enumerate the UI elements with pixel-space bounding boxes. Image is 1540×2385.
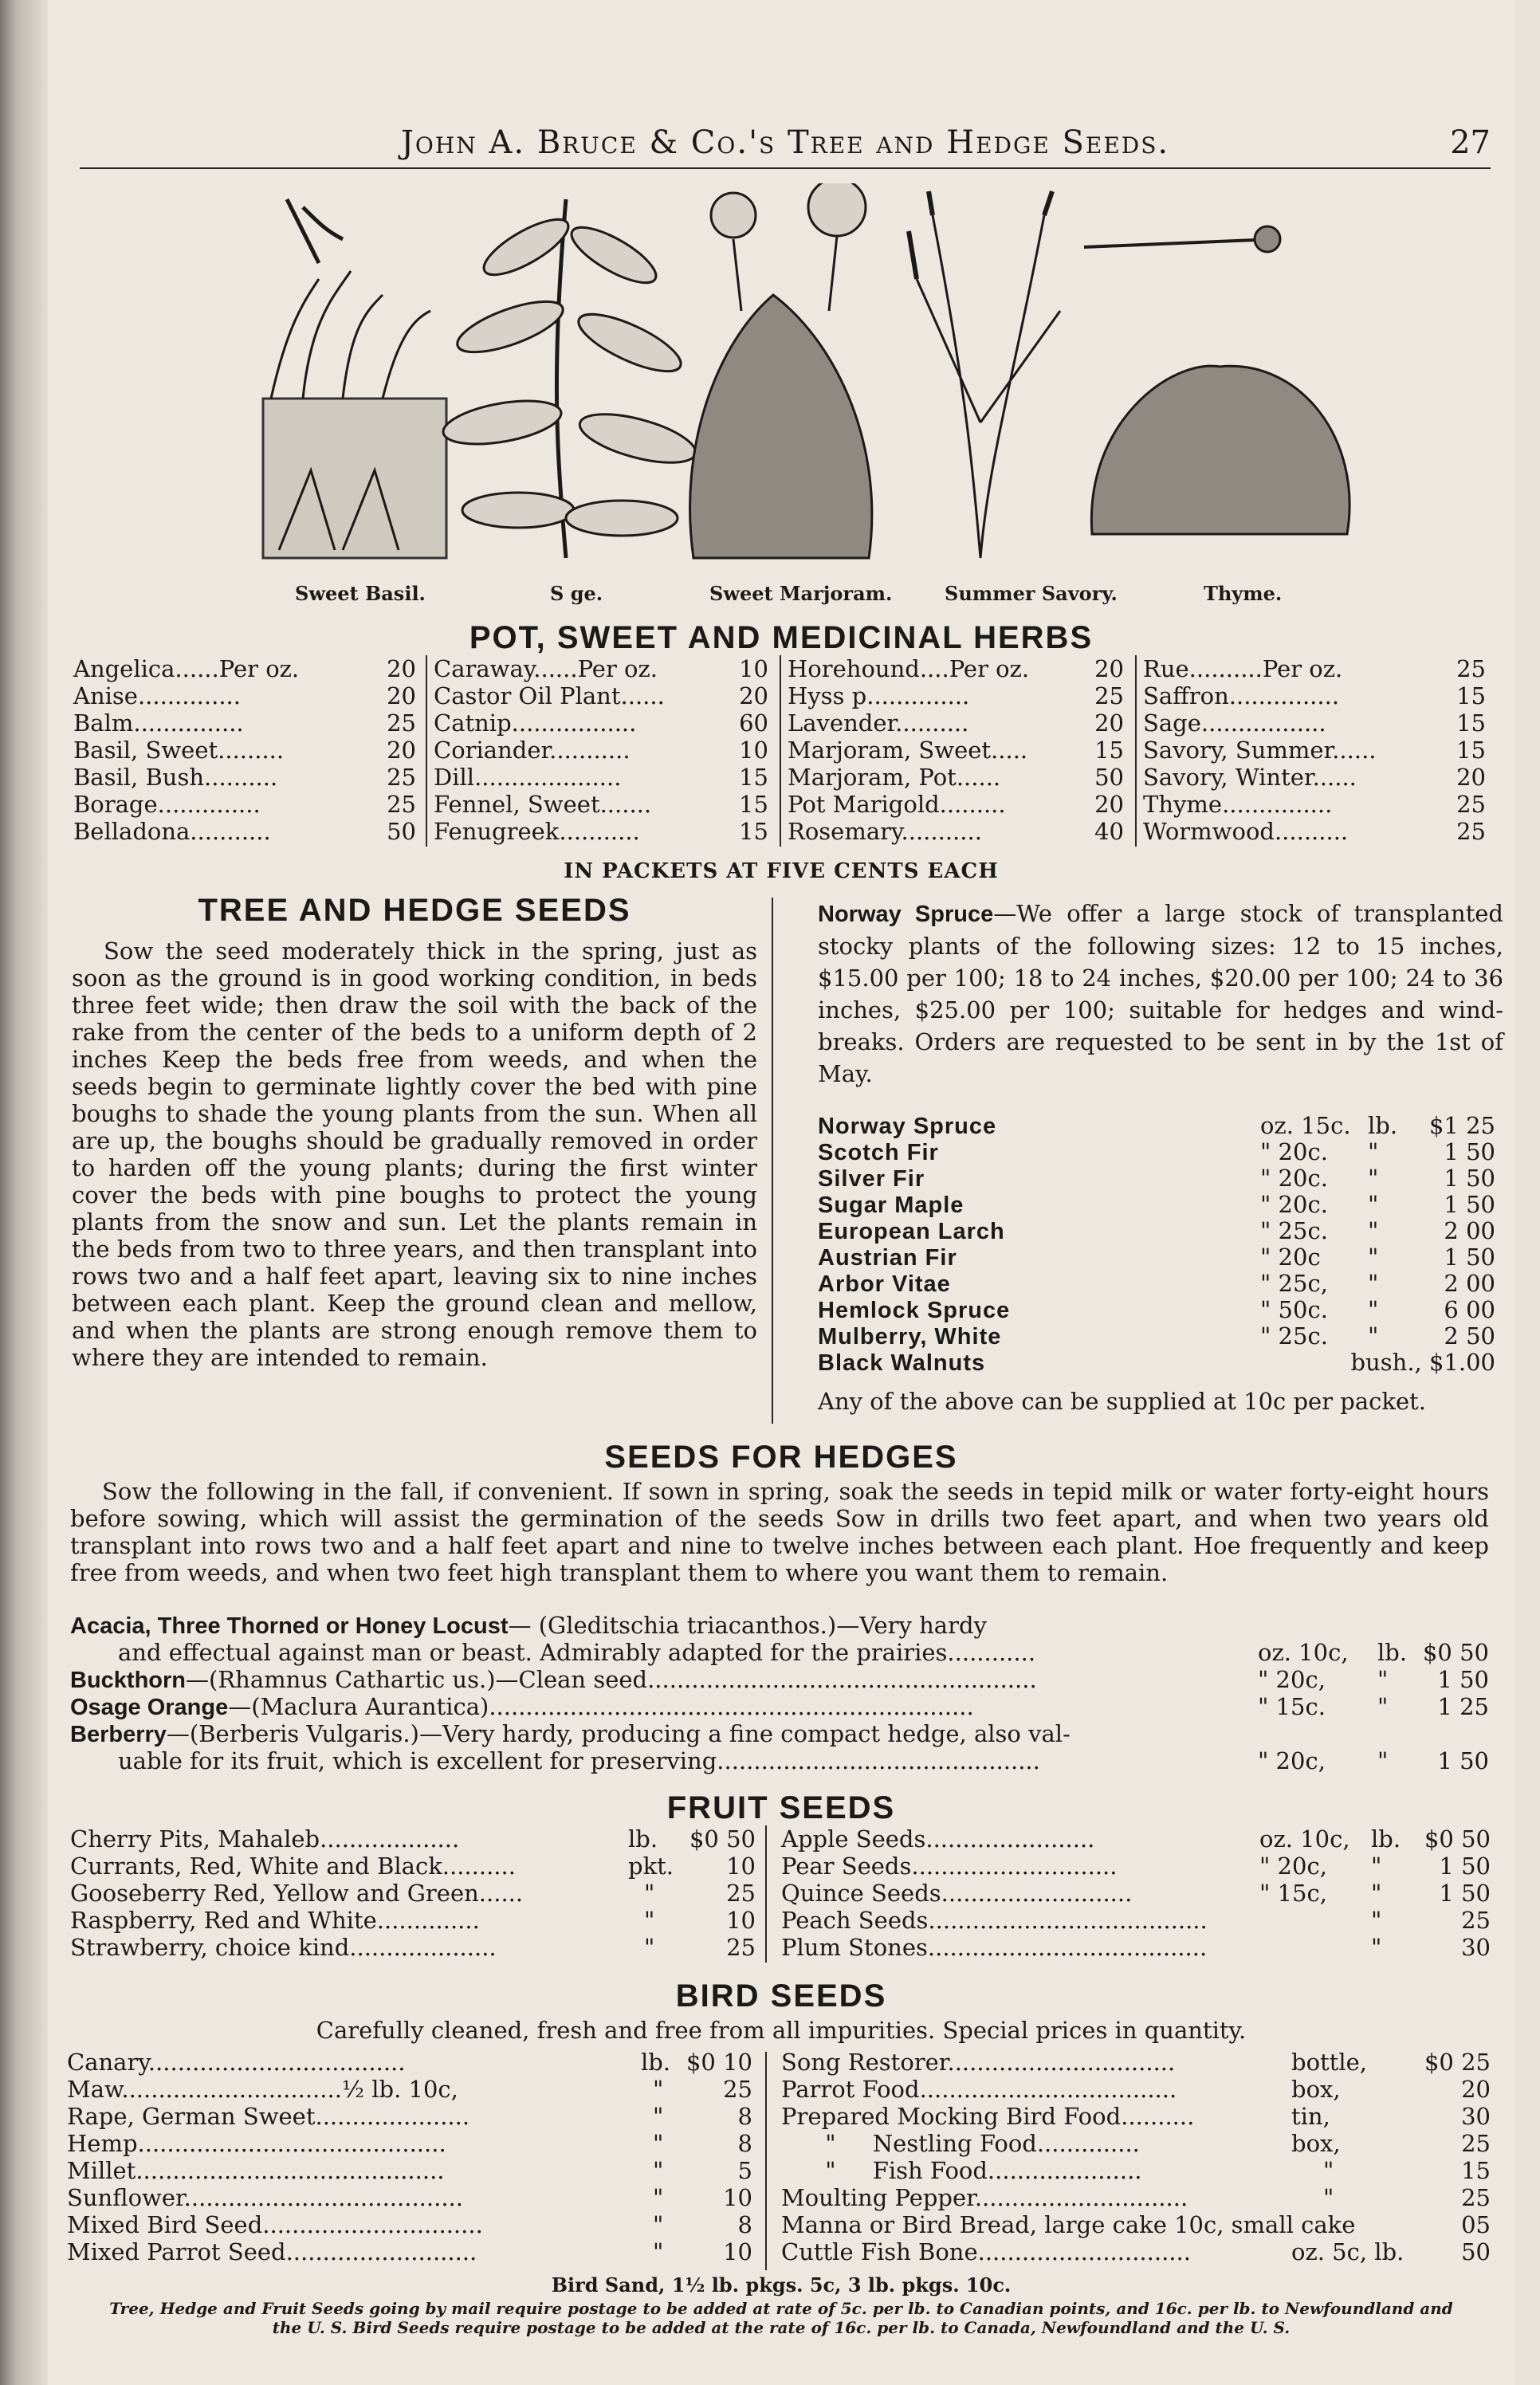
list-item: Savory, Summer...... 15 bbox=[1143, 737, 1486, 764]
caption-sweet-basil: Sweet Basil. bbox=[295, 582, 426, 605]
packet-note: Any of the above can be supplied at 10c per packet. bbox=[818, 1388, 1427, 1415]
list-item: Coriander........... 10 bbox=[434, 737, 768, 764]
list-item: Anise.............. 20 bbox=[73, 682, 416, 709]
list-item: Millet.......................................... " 5 bbox=[67, 2157, 752, 2184]
hedges-title: SEEDS FOR HEDGES bbox=[604, 1440, 958, 1475]
packets-note: IN PACKETS AT FIVE CENTS EACH bbox=[564, 859, 999, 883]
list-item: Balm............... 25 bbox=[73, 709, 416, 737]
herbs-price-list bbox=[73, 655, 1508, 855]
column-divider bbox=[765, 1825, 767, 1963]
list-item: Hemlock Spruce " 50c. " 6 00 bbox=[818, 1296, 1495, 1323]
page-number: 27 bbox=[1450, 124, 1491, 161]
column-divider bbox=[765, 2052, 767, 2270]
list-item: Wormwood.......... 25 bbox=[1143, 818, 1486, 845]
caption-sage: S ge. bbox=[550, 582, 603, 605]
list-item: Caraway......Per oz. 10 bbox=[434, 655, 768, 682]
list-item: Cherry Pits, Mahaleb................... lb. $0 50 bbox=[70, 1825, 756, 1853]
list-item: Strawberry, choice kind.................... " 25 bbox=[70, 1934, 756, 1961]
norway-spruce-body: —We offer a large stock of transplanted stocky plants of the following sizes: 12 to 15 inches, $15.00 per 100; 18 to 24 inches, $20.00 per 100; 24 to 36 inches, $25.00 per 100; suitable for hedges and wind-breaks. Orders are requested to be sent in by the 1st of May. bbox=[818, 900, 1504, 1087]
list-item: Catnip................. 60 bbox=[434, 709, 768, 737]
list-item: Basil, Sweet......... 20 bbox=[73, 737, 416, 764]
hedges-text: Sow the following in the fall, if convenient. If sown in spring, soak the seeds in tepid milk or water forty-eight hours before sowing, which will assist the germination of the seeds Sow in drills two feet apart, and when two years old transplant into rows two and a half feet apart and nine to twelve inches between each plant. Hoe frequently and keep free from weeds, and when two feet high transplant them to where you want them to remain. bbox=[70, 1478, 1489, 1586]
list-item: Quince Seeds.......................... " 15c, " 1 50 bbox=[781, 1880, 1491, 1907]
list-item: Marjoram, Sweet..... 15 bbox=[788, 737, 1124, 764]
bird-list-right bbox=[781, 2049, 1499, 2265]
list-item: Fenugreek........... 15 bbox=[434, 818, 768, 845]
list-item: Maw..............................½ lb. 10c, " 25 bbox=[67, 2076, 752, 2103]
list-item: Pot Marigold......... 20 bbox=[788, 791, 1124, 818]
tree-hedge-title: TREE AND HEDGE SEEDS bbox=[198, 893, 631, 928]
herb-illustration bbox=[215, 183, 1395, 566]
sweet-basil-drawing bbox=[263, 199, 446, 558]
caption-sweet-marjoram: Sweet Marjoram. bbox=[709, 582, 893, 605]
norway-spruce-text bbox=[818, 898, 1503, 1090]
list-item: Manna or Bird Bread, large cake 10c, small cake 05 bbox=[781, 2211, 1491, 2238]
list-item: Castor Oil Plant...... 20 bbox=[434, 682, 768, 709]
list-item: Currants, Red, White and Black.......... pkt. 10 bbox=[70, 1853, 756, 1880]
column-divider bbox=[1135, 655, 1137, 847]
list-item: Pear Seeds............................ " 20c, " 1 50 bbox=[781, 1853, 1491, 1880]
list-item: Thyme............... 25 bbox=[1143, 791, 1486, 818]
list-item: Parrot Food................................... box, 20 bbox=[781, 2076, 1491, 2103]
list-item: Song Restorer............................... bottle, $0 25 bbox=[781, 2049, 1491, 2076]
list-item: Arbor Vitae " 25c, " 2 00 bbox=[818, 1270, 1495, 1297]
list-item: Sage................. 15 bbox=[1143, 709, 1486, 737]
list-item: Belladona........... 50 bbox=[73, 818, 416, 845]
column-divider bbox=[426, 655, 427, 847]
book-binding-shadow bbox=[0, 0, 48, 2385]
page-header bbox=[80, 120, 1491, 169]
list-item: Osage Orange—(Maclura Aurantica).................................................................. " 15c. " 1 25 bbox=[70, 1693, 1489, 1720]
conifer-seed-list bbox=[818, 1113, 1503, 1415]
column-divider bbox=[772, 898, 773, 1424]
list-item: " Nestling Food.............. box, 25 bbox=[781, 2130, 1491, 2157]
list-item: and effectual against man or beast. Admirably adapted for the prairies............ oz. 10c, lb. $0 50 bbox=[118, 1639, 1489, 1666]
catalog-page bbox=[48, 0, 1514, 2385]
sweet-marjoram-drawing bbox=[690, 183, 872, 558]
list-item: European Larch " 25c. " 2 00 bbox=[818, 1217, 1495, 1244]
list-item: Rue..........Per oz. 25 bbox=[1143, 655, 1486, 682]
illustration-captions bbox=[215, 582, 1395, 614]
thyme-drawing bbox=[1084, 226, 1349, 534]
list-item: Mixed Parrot Seed.......................... " 10 bbox=[67, 2238, 752, 2265]
list-item: Saffron............... 15 bbox=[1143, 682, 1486, 709]
bird-title: BIRD SEEDS bbox=[675, 1978, 887, 2014]
list-item: Norway Spruce oz. 15c. lb. $1 25 bbox=[818, 1112, 1495, 1139]
column-divider bbox=[780, 655, 781, 847]
herbs-column-2 bbox=[434, 655, 776, 855]
list-item: Sunflower...................................... " 10 bbox=[67, 2184, 752, 2211]
herbs-column-4 bbox=[1143, 655, 1494, 855]
list-item: Acacia, Three Thorned or Honey Locust— (Gleditschia triacanthos.)—Very hardy bbox=[70, 1612, 987, 1639]
list-item: Lavender.......... 20 bbox=[788, 709, 1124, 737]
herbs-column-1 bbox=[73, 655, 424, 855]
fruit-title: FRUIT SEEDS bbox=[666, 1790, 896, 1825]
tree-hedge-text: Sow the seed moderately thick in the spring, just as soon as the ground is in good working condition, in beds three feet wide; then draw the soil with the back of the rake from the center of the beds to a uniform depth of 2 inches Keep the beds free from weeds, and when the seeds begin to germinate lightly cover the bed with pine boughs to shade the young plants from the sun. When all are up, the boughs should be gradually removed in order to harden off the young plants; during the first winter cover the beds with pine boughs to protect the young plants from the snow and sun. Let the plants remain in the beds from two to three years, and then transplant into rows two and a half feet apart, leaving six to nine inches between each plant. Keep the ground clean and mellow, and when the plants are strong enough remove them to where they are intended to remain. bbox=[72, 937, 757, 1371]
bird-sand-note: Bird Sand, 1½ lb. pkgs. 5c, 3 lb. pkgs. 10c. bbox=[551, 2273, 1012, 2297]
herbs-column-3 bbox=[788, 655, 1132, 855]
list-item: uable for its fruit, which is excellent for preserving............................................ " 20c, " 1 50 bbox=[118, 1747, 1489, 1774]
list-item: Basil, Bush.......... 25 bbox=[73, 764, 416, 791]
list-item: Marjoram, Pot...... 50 bbox=[788, 764, 1124, 791]
list-item: Moulting Pepper............................. " 25 bbox=[781, 2184, 1491, 2211]
list-item: Canary................................... lb. $0 10 bbox=[67, 2049, 752, 2076]
list-item: Black Walnuts bush., $1.00 bbox=[818, 1349, 1495, 1376]
list-item: Silver Fir " 20c. " 1 50 bbox=[818, 1165, 1495, 1192]
list-item: Gooseberry Red, Yellow and Green...... " 25 bbox=[70, 1880, 756, 1907]
list-item: Fennel, Sweet....... 15 bbox=[434, 791, 768, 818]
list-item: Horehound....Per oz. 20 bbox=[788, 655, 1124, 682]
list-item: Plum Stones...................................... " 30 bbox=[781, 1934, 1491, 1961]
list-item: Buckthorn—(Rhamnus Cathartic us.)—Clean seed..................................................... " 20c, " 1 50 bbox=[70, 1666, 1489, 1693]
summer-savory-drawing bbox=[909, 191, 1060, 558]
fruit-list-right bbox=[781, 1825, 1499, 1961]
list-item: Scotch Fir " 20c. " 1 50 bbox=[818, 1138, 1495, 1165]
list-item: Rosemary........... 40 bbox=[788, 818, 1124, 845]
fruit-list-left bbox=[70, 1825, 764, 1961]
sage-drawing bbox=[440, 199, 701, 558]
list-item: " Fish Food..................... " 15 bbox=[781, 2157, 1491, 2184]
list-item: Mixed Bird Seed.............................. " 8 bbox=[67, 2211, 752, 2238]
list-item: Cuttle Fish Bone............................. oz. 5c, lb. 50 bbox=[781, 2238, 1491, 2265]
list-item: Mulberry, White " 25c. " 2 50 bbox=[818, 1322, 1495, 1350]
list-item: Austrian Fir " 20c " 1 50 bbox=[818, 1244, 1495, 1271]
list-item: Savory, Winter...... 20 bbox=[1143, 764, 1486, 791]
list-item: Raspberry, Red and White.............. " 10 bbox=[70, 1907, 756, 1934]
list-item: Borage.............. 25 bbox=[73, 791, 416, 818]
bird-subtitle: Carefully cleaned, fresh and free from all impurities. Special prices in quantity. bbox=[316, 2017, 1247, 2044]
list-item: Dill.................... 15 bbox=[434, 764, 768, 791]
caption-thyme: Thyme. bbox=[1204, 582, 1283, 605]
caption-summer-savory: Summer Savory. bbox=[945, 582, 1118, 605]
running-title: John A. Bruce & Co.'s Tree and Hedge Seeds. bbox=[400, 124, 1170, 161]
list-item: Peach Seeds...................................... " 25 bbox=[781, 1907, 1491, 1934]
herbs-title: POT, SWEET AND MEDICINAL HERBS bbox=[469, 620, 1094, 655]
postage-note: Tree, Hedge and Fruit Seeds going by mail require postage to be added at rate of 5c. per lb. to Canadian points, and 16c. per lb. to Newfoundland and the U. S. Bird Seeds require postage to be added at the rate of 16c. per lb. to Canada, Newfoundland and the U. S. bbox=[109, 2299, 1453, 2337]
norway-spruce-lead: Norway Spruce bbox=[818, 902, 994, 927]
list-item: Hyss p.............. 25 bbox=[788, 682, 1124, 709]
list-item: Apple Seeds....................... oz. 10c, lb. $0 50 bbox=[781, 1825, 1491, 1853]
list-item: Sugar Maple " 20c. " 1 50 bbox=[818, 1191, 1495, 1218]
bird-list-left bbox=[67, 2049, 760, 2265]
list-item: Rape, German Sweet..................... " 8 bbox=[67, 2103, 752, 2130]
list-item: Berberry—(Berberis Vulgaris.)—Very hardy, producing a fine compact hedge, also val- bbox=[70, 1720, 1071, 1747]
list-item: Angelica......Per oz. 20 bbox=[73, 655, 416, 682]
list-item: Hemp.......................................... " 8 bbox=[67, 2130, 752, 2157]
list-item: Prepared Mocking Bird Food.......... tin, 30 bbox=[781, 2103, 1491, 2130]
